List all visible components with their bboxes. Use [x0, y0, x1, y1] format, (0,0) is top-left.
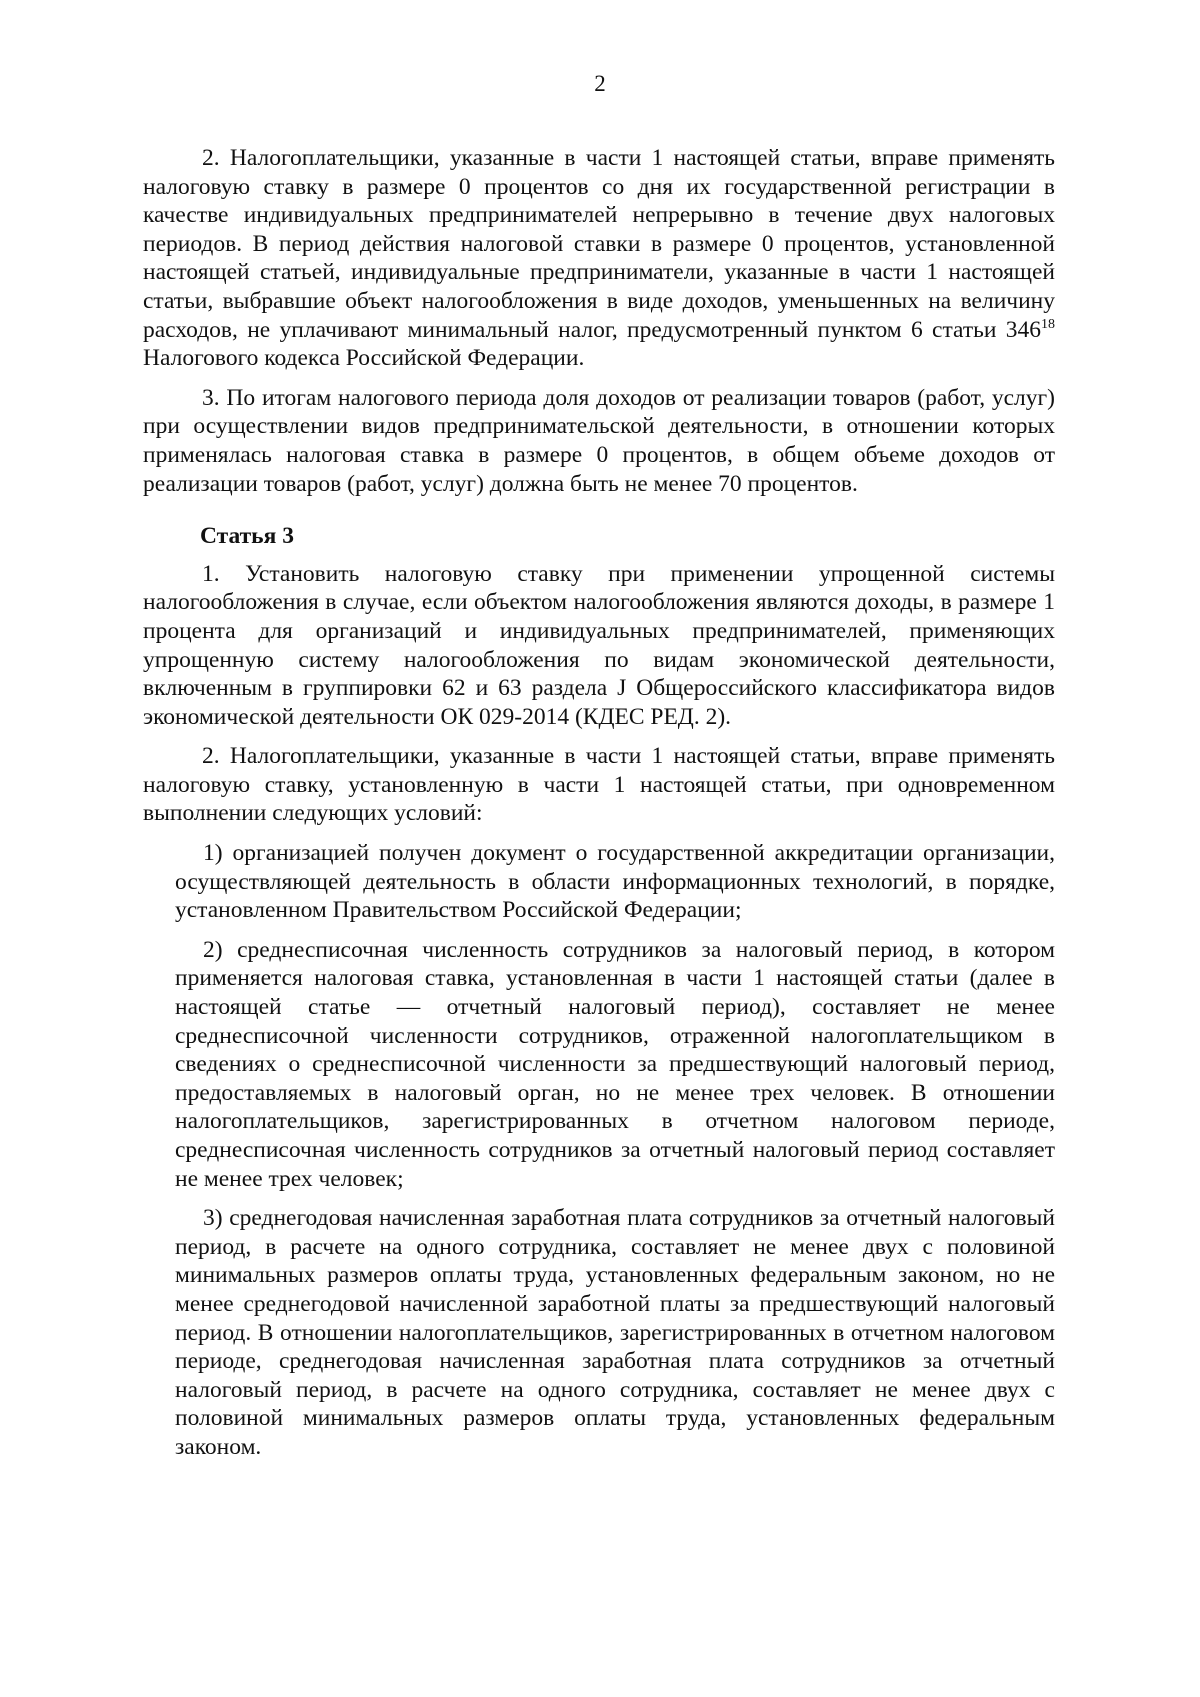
- article-superscript: 18: [1041, 316, 1055, 332]
- article-3-part-1: 1. Установить налоговую ставку при применении упрощенной системы налогообложения в случае, если объектом налогообложения являются доходы, в размере 1 процента для организаций и индивидуальных предпринимателей, применяющих упрощенную систему налогообложения по видам экономической деятельности, включенным в группировки 62 и 63 раздела J Общероссийского классификатора видов экономической деятельности ОК 029-2014 (КДЕС РЕД. 2).: [143, 560, 1055, 730]
- condition-item-3: 3) среднегодовая начисленная заработная плата сотрудников за отчетный налоговый период, в расчете на одного сотрудника, составляет не менее двух с половиной минимальных размеров оплаты труда, установленных федеральным законом, но не менее среднегодовой начисленной заработной платы за предшествующий налоговый период. В отношении налогоплательщиков, зарегистрированных в отчетном налоговом периоде, среднегодовая начисленная заработная плата сотрудников за отчетный налоговый период, в расчете на одного сотрудника, составляет не менее двух с половиной минимальных размеров оплаты труда, установленных федеральным законом.: [175, 1205, 1055, 1460]
- article-3-part-2: 2. Налогоплательщики, указанные в части 1 настоящей статьи, вправе применять налоговую ставку, установленную в части 1 настоящей статьи, при одновременном выполнении следующих условий:: [143, 743, 1055, 827]
- document-body: [143, 144, 1055, 1473]
- condition-item-2: 2) среднесписочная численность сотрудников за налоговый период, в котором применяется налоговая ставка, установленная в части 1 настоящей статьи (далее в настоящей статье — отчетный налоговый период), составляет не менее среднесписочной численности сотрудников, отраженной налогоплательщиком в сведениях о среднесписочной численности за предшествующий налоговый период, предоставляемых в налоговый орган, но не менее трех человек. В отношении налогоплательщиков, зарегистрированных в отчетном налоговом периоде, среднесписочная численность сотрудников за отчетный налоговый период составляет не менее трех человек;: [175, 936, 1055, 1192]
- condition-item-1: 1) организацией получен документ о государственной аккредитации организации, осуществляющей деятельность в области информационных технологий, в порядке, установленном Правительством Российской Федерации;: [175, 840, 1055, 924]
- paragraph-part-3: 3. По итогам налогового периода доля доходов от реализации товаров (работ, услуг) при осуществлении видов предпринимательской деятельности, в отношении которых применялась налоговая ставка в размере 0 процентов, в общем объеме доходов от реализации товаров (работ, услуг) должна быть не менее 70 процентов.: [143, 384, 1055, 497]
- page-number: 2: [594, 71, 606, 96]
- paragraph-part-2-ending: Налогового кодекса Российской Федерации.: [143, 345, 585, 372]
- paragraph-part-2-text: 2. Налогоплательщики, указанные в части 1 настоящей статьи, вправе применять налоговую ставку в размере 0 процентов со дня их государственной регистрации в качестве индивидуальных предпринимателей непрерывно в течение двух налоговых периодов. В период действия налоговой ставки в размере 0 процентов, установленной настоящей статьей, индивидуальные предприниматели, указанные в части 1 настоящей статьи, выбравшие объект налогообложения в виде доходов, уменьшенных на величину расходов, не уплачивают минимальный налог, предусмотренный пунктом 6 статьи 346: [143, 145, 1055, 343]
- article-heading: Статья 3: [200, 523, 294, 550]
- paragraph-part-2: [143, 144, 1055, 373]
